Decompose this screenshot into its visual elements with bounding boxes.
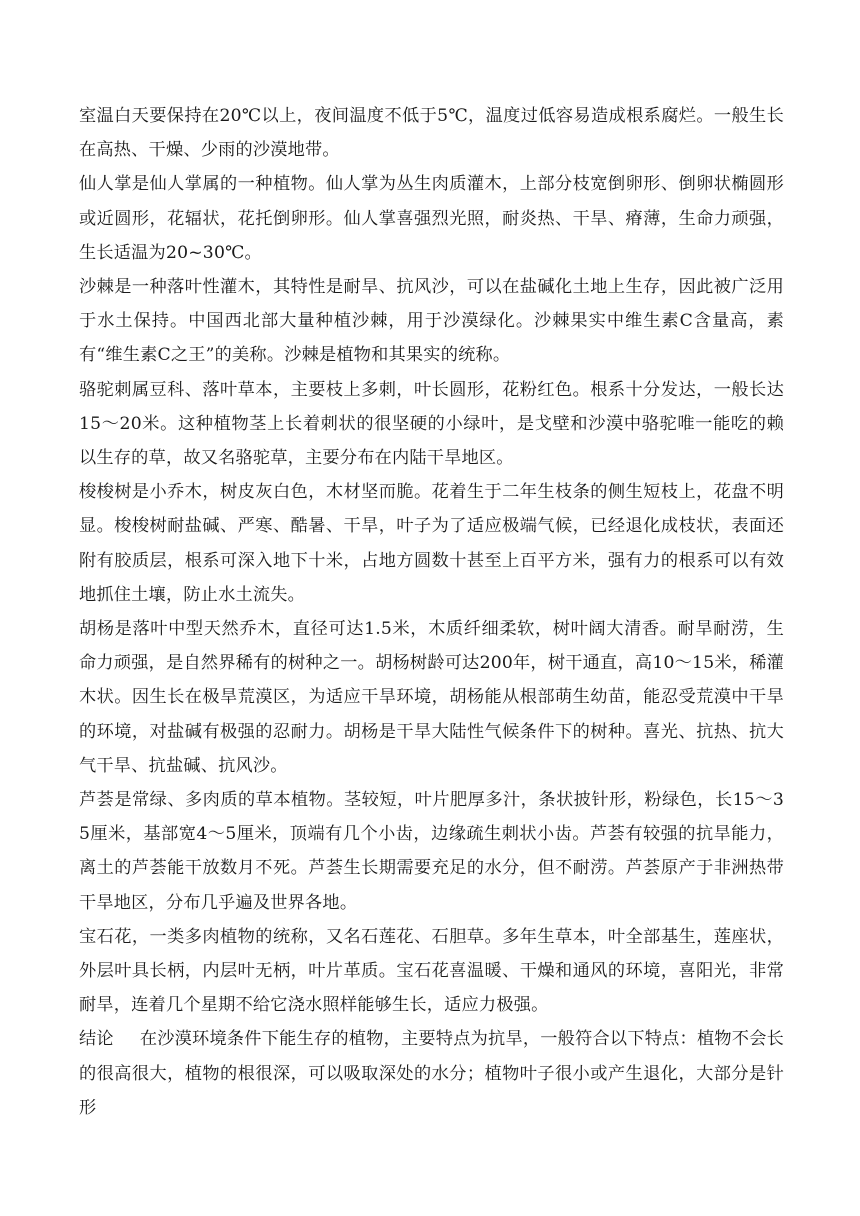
paragraph-echeveria: 宝石花，一类多肉植物的统称，又名石莲花、石胆草。多年生草本，叶全部基生，莲座状，外层叶具长柄，内层叶无柄，叶片革质。宝石花喜温暖、干燥和通风的环境，喜阳光，非常耐旱，连着几个星期不给它浇水照样能够生长，适应力极强。 <box>79 926 784 1016</box>
paragraph-populus-euphratica: 胡杨是落叶中型天然乔木，直径可达1.5米，木质纤细柔软，树叶阔大清香。耐旱耐涝，生命力顽强，是自然界稀有的树种之一。胡杨树龄可达200年，树干通直，高10～15米，稀灌木状。因生长在极旱荒漠区，为适应干旱环境，胡杨能从根部萌生幼苗，能忍受荒漠中干旱的环境，对盐碱有极强的忍耐力。胡杨是干旱大陆性气候条件下的树种。喜光、抗热、抗大气干旱、抗盐碱、抗风沙。 <box>79 619 784 776</box>
paragraph-camelthorn: 骆驼刺属豆科、落叶草本，主要枝上多刺，叶长圆形，花粉红色。根系十分发达，一般长达15～20米。这种植物茎上长着刺状的很坚硬的小绿叶，是戈壁和沙漠中骆驼唯一能吃的赖以生存的草，故又名骆驼草，主要分布在内陆干旱地区。 <box>79 379 784 469</box>
paragraph-conclusion <box>79 1022 784 1125</box>
document-body <box>79 99 784 1125</box>
paragraph-cactus: 仙人掌是仙人掌属的一种植物。仙人掌为丛生肉质灌木，上部分枝宽倒卵形、倒卵状椭圆形或近圆形，花辐状，花托倒卵形。仙人掌喜强烈光照，耐炎热、干旱、瘠薄，生命力顽强，生长适温为20~30℃。 <box>79 174 784 263</box>
paragraph-temperature: 室温白天要保持在20℃以上，夜间温度不低于5℃，温度过低容易造成根系腐烂。一般生长在高热、干燥、少雨的沙漠地带。 <box>79 106 784 161</box>
paragraph-sea-buckthorn: 沙棘是一种落叶性灌木，其特性是耐旱、抗风沙，可以在盐碱化土地上生存，因此被广泛用于水土保持。中国西北部大量种植沙棘，用于沙漠绿化。沙棘果实中维生素C含量高，素有“维生素C之王”的美称。沙棘是植物和其果实的统称。 <box>79 277 784 366</box>
conclusion-label: 结论 <box>79 1029 114 1050</box>
conclusion-text: 在沙漠环境条件下能生存的植物，主要特点为抗旱，一般符合以下特点：植物不会长的很高很大，植物的根很深，可以吸取深处的水分；植物叶子很小或产生退化，大部分是针形 <box>79 1029 784 1118</box>
paragraph-saxaul: 梭梭树是小乔木，树皮灰白色，木材坚而脆。花着生于二年生枝条的侧生短枝上，花盘不明显。梭梭树耐盐碱、严寒、酷暑、干旱，叶子为了适应极端气候，已经退化成枝状，表面还附有胶质层，根系可深入地下十米，占地方圆数十甚至上百平方米，强有力的根系可以有效地抓住土壤，防止水土流失。 <box>79 482 784 605</box>
paragraph-aloe: 芦荟是常绿、多肉质的草本植物。茎较短，叶片肥厚多汁，条状披针形，粉绿色，长15～35厘米，基部宽4～5厘米，顶端有几个小齿，边缘疏生刺状小齿。芦荟有较强的抗旱能力，离土的芦荟能干放数月不死。芦荟生长期需要充足的水分，但不耐涝。芦荟原产于非洲热带干旱地区，分布几乎遍及世界各地。 <box>79 790 784 913</box>
